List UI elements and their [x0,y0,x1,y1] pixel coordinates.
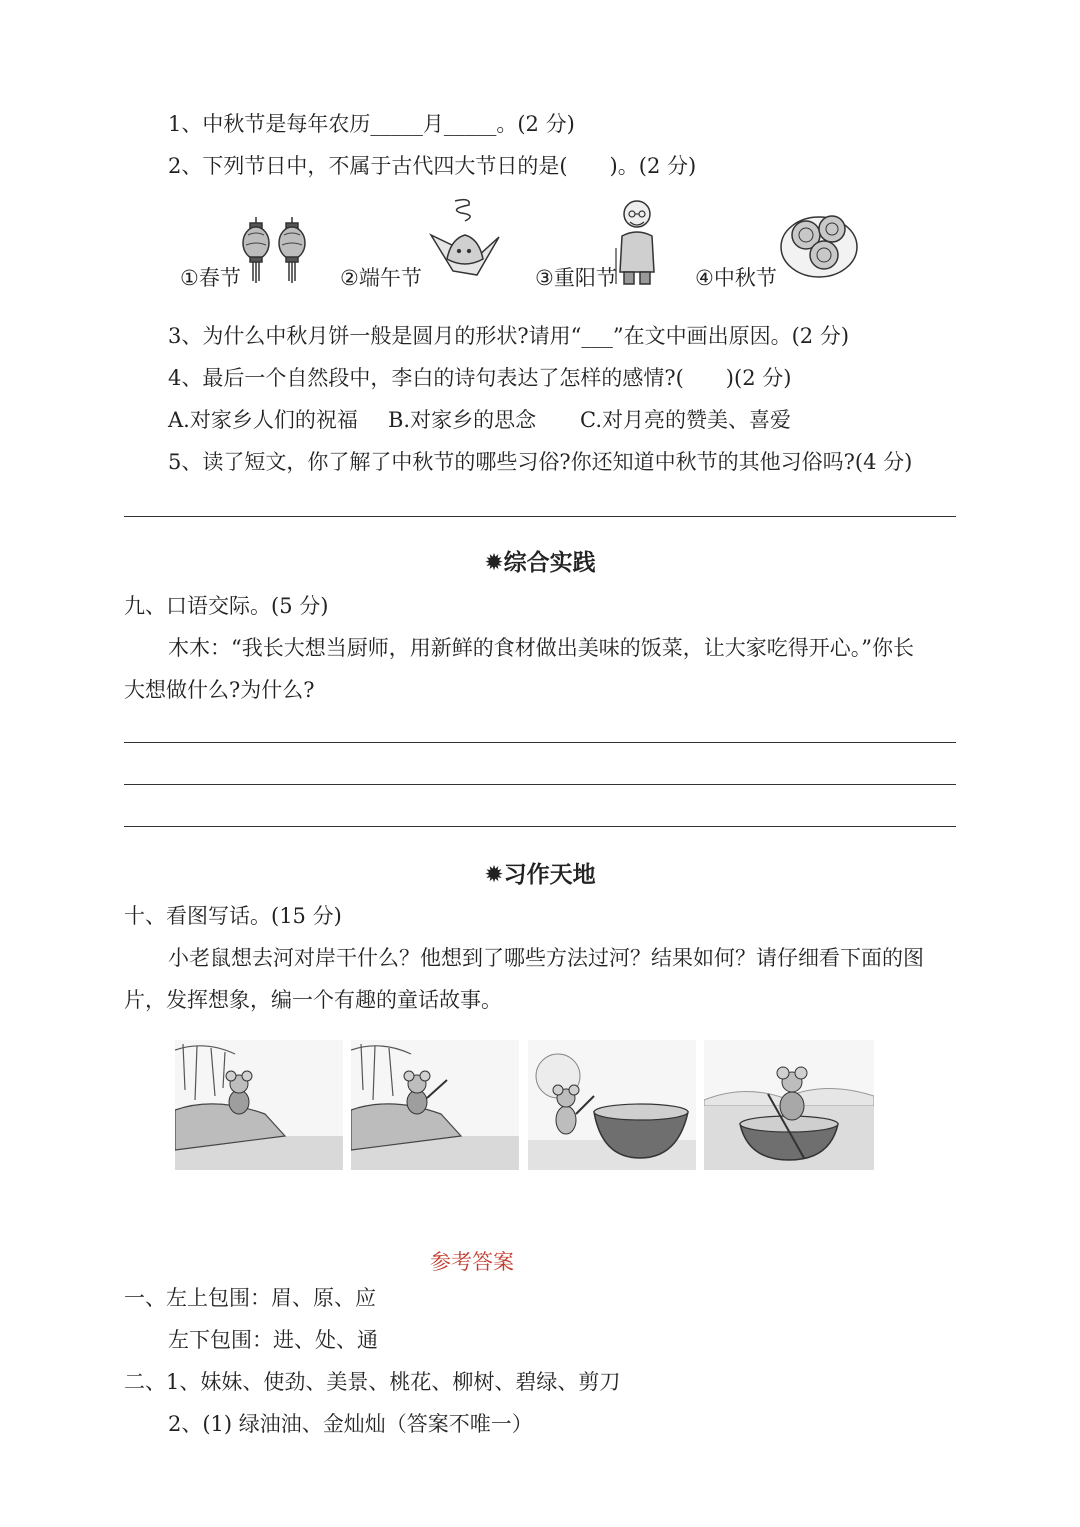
question-10-title: 十、看图写话。(15 分) [124,904,342,928]
answer-2-line1: 二、1、妹妹、使劲、美景、桃花、柳树、碧绿、剪刀 [124,1370,621,1394]
festival-option-2: ②端午节 [340,266,422,290]
festival-option-4: ④中秋节 [695,266,777,290]
zongzi-illustration [425,195,505,287]
question-5: 5、读了短文，你了解了中秋节的哪些习俗?你还知道中秋节的其他习俗吗?(4 分) [168,450,913,474]
question-1: 1、中秋节是每年农历_____月_____。(2 分) [168,112,575,136]
answer-2-line2: 2、(1) 绿油油、金灿灿（答案不唯一） [168,1412,533,1436]
question-9-title: 九、口语交际。(5 分) [124,594,329,618]
answer-1-line1: 一、左上包围：眉、原、应 [124,1286,376,1310]
q4-option-a: A.对家乡人们的祝福 [168,408,358,432]
answer-1-line2: 左下包围：进、处、通 [168,1328,378,1352]
question-9-text-line2: 大想做什么?为什么? [124,678,315,702]
q4-option-c: C.对月亮的赞美、喜爱 [580,408,791,432]
answer-key-title: 参考答案 [430,1250,514,1274]
story-panel-4 [704,1040,874,1170]
question-2: 2、下列节日中，不属于古代四大节日的是( )。(2 分) [168,154,697,178]
festival-option-1: ①春节 [180,266,241,290]
question-3: 3、为什么中秋月饼一般是圆月的形状?请用“___”在文中画出原因。(2 分) [168,324,850,348]
festival-option-3: ③重阳节 [535,266,617,290]
story-panel-2 [351,1040,519,1170]
story-panel-3 [528,1040,696,1170]
answer-line [124,516,956,517]
question-10-text-line2: 片，发挥想象，编一个有趣的童话故事。 [124,988,502,1012]
mooncakes-illustration [778,205,860,281]
question-4: 4、最后一个自然段中，李白的诗句表达了怎样的感情?( )(2 分) [168,366,792,390]
answer-line [124,826,956,827]
story-panel-1 [175,1040,343,1170]
q4-option-b: B.对家乡的思念 [388,408,537,432]
question-9-text-line1: 木木：“我长大想当厨师，用新鲜的食材做出美味的饭菜，让大家吃得开心。”你长 [168,636,914,660]
lanterns-illustration [238,215,312,287]
section-title-practice: ✹综合实践 [484,550,596,576]
answer-line [124,784,956,785]
answer-line [124,742,956,743]
section-title-writing: ✹习作天地 [484,862,596,888]
elderly-man-illustration [610,198,664,286]
question-10-text-line1: 小老鼠想去河对岸干什么？他想到了哪些方法过河？结果如何？请仔细看下面的图 [168,946,924,970]
